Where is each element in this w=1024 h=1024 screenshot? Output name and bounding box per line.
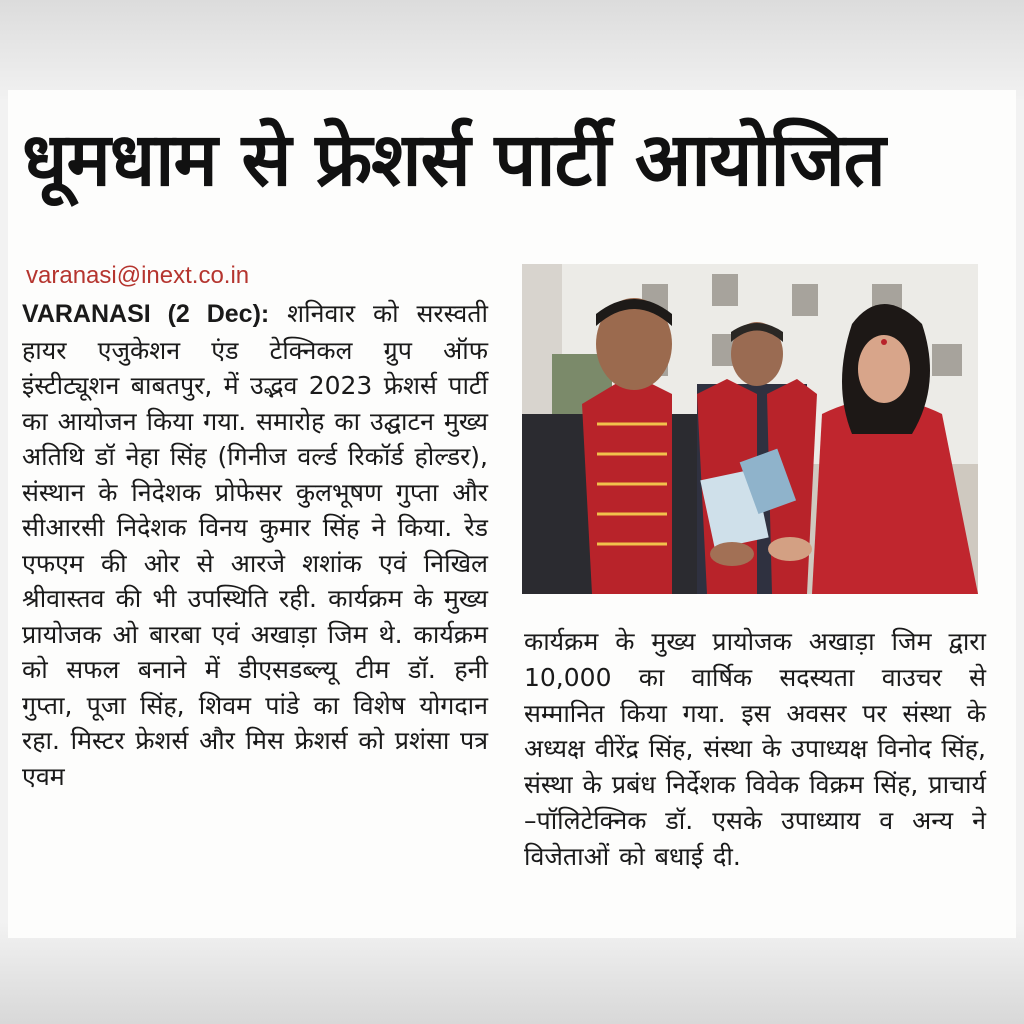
headline: धूमधाम से फ्रेशर्स पार्टी आयोजित xyxy=(22,117,885,203)
article-body-left xyxy=(22,296,488,794)
reporter-email: varanasi@inext.co.in xyxy=(26,262,250,289)
event-photo-illustration xyxy=(522,264,978,594)
dateline: VARANASI (2 Dec): xyxy=(22,300,270,328)
event-photo xyxy=(522,264,978,594)
article-body-right: कार्यक्रम के मुख्य प्रायोजक अखाड़ा जिम द्वारा 10,000 का वार्षिक सदस्यता वाउचर से सम्मानित किया गया. इस अवसर पर संस्था के अध्यक्ष वीरेंद्र सिंह, संस्था के उपाध्यक्ष विनोद सिंह, संस्था के प्रबंध निर्देशक विवेक विक्रम सिंह, प्राचार्य –पॉलिटेक्निक डॉ. एसके उपाध्याय व अन्य ने विजेताओं को बधाई दी. xyxy=(524,627,986,871)
article-text-left: शनिवार को सरस्वती हायर एजुकेशन एंड टेक्निकल ग्रुप ऑफ इंस्टीट्यूशन बाबतपुर, में उद्भव 2023 फ्रेशर्स पार्टी का आयोजन किया गया. समारोह का उद्घाटन मुख्य अतिथि डॉ नेहा सिंह (गिनीज वर्ल्ड रिकॉर्ड होल्डर), संस्थान के निदेशक प्रोफेसर कुलभूषण गुप्ता और सीआरसी निदेशक विनय कुमार सिंह ने किया. रेड एफएम की ओर से आरजे शशांक एवं निखिल श्रीवास्तव की भी उपस्थिति रही. कार्यक्रम के मुख्य प्रायोजक ओ बारबा एवं अखाड़ा जिम थे. कार्यक्रम को सफल बनाने में डीएसडब्ल्यू टीम डॉ. हनी गुप्ता, पूजा सिंह, शिवम पांडे का विशेष योगदान रहा. मिस्टर फ्रेशर्स और मिस फ्रेशर्स को प्रशंसा पत्र एवम xyxy=(22,299,489,791)
